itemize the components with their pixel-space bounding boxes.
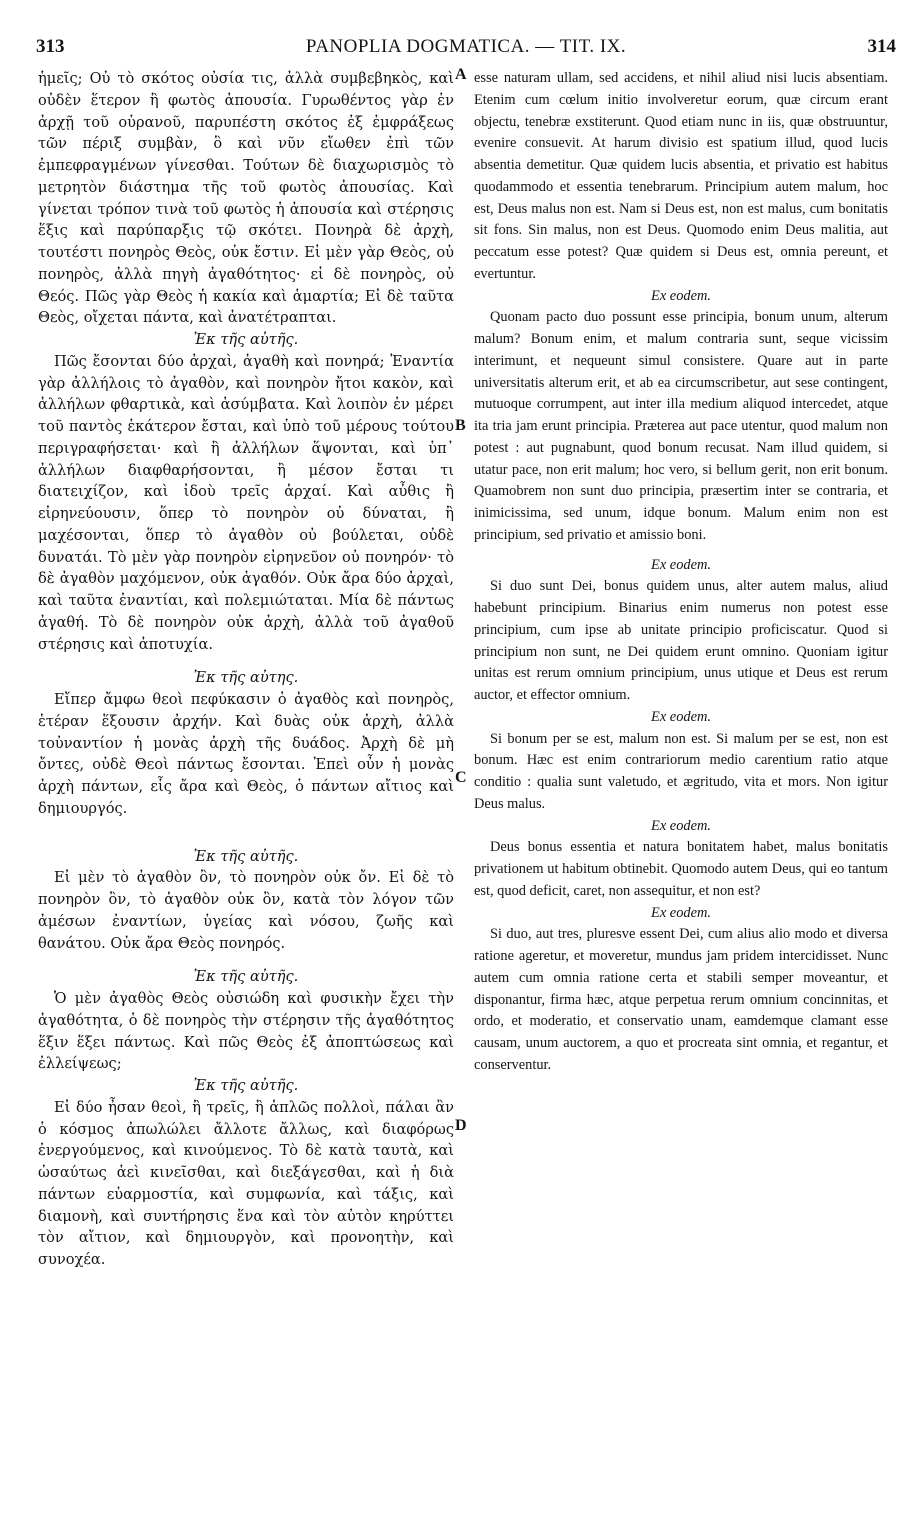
latin-section-heading: Ex eodem. [651, 287, 711, 304]
latin-paragraph: Quonam pacto duo possunt esse principia, bonum unum, alterum malum? Bonum enim, et malum contraria sunt, seque vicissim interimunt, et nequeunt simul consistere. Quare aut in parte universitatis alterum erit, et ab ea circumscribetur, aut sese contingent, mutuoque corrumpent, aut inter illa medium aliquod intercedet, atque ita tria jam erunt principia. Præterea aut pace utentur, quod malum non potest : aut pugnabunt, quod bonum recusat. Nam illud quidem, si utatur pace, non erit malum; hoc vero, si bellum gerit, non erit bonum. Quamobrem non sunt duo principia, præsertim inter se contraria, et inimicissima, sed unum, idque bonum. Malum enim non est principium, sed privatio et amissio boni. [474, 309, 888, 543]
greek-section-heading: Ἐκ τῆς αὐτῆς. [193, 331, 299, 348]
greek-paragraph: Εἰ μὲν τὸ ἀγαθὸν ὂν, τὸ πονηρὸν οὐκ ὄν. Εἰ δὲ τὸ πονηρὸν ὂν, τὸ ἀγαθὸν οὐκ ὂν, κατὰ τὸν λόγον τῶν ἀμέσων ἐναντίων, ὑγείας καὶ νόσου, ζωῆς καὶ θανάτου. Οὐκ ἄρα Θεὸς πονηρός. [38, 869, 454, 952]
greek-paragraph: Πῶς ἔσονται δύο ἀρχαὶ, ἀγαθὴ καὶ πονηρά; Ἐναντία γὰρ ἀλλήλοις τὸ ἀγαθὸν, καὶ πονηρὸν ἤτοι κακὸν, καὶ ἀλλήλων φθαρτικὰ, καὶ ἀσύμβατα. Καὶ λοιπὸν ἐν μέρει τοῦ παντὸς ἑκάτερον ἔσται, καὶ ὑπὸ τοῦ μέρους τούτου περιγραφήσεται· καὶ ἢ ἀλλήλων ἅψονται, καὶ ὑπ᾽ ἀλλήλων διαφθαρήσονται, ἢ μέσον ἔσται τι διατειχίζον, καὶ ἰδοὺ τρεῖς ἀρχαί. Καὶ αὖθις ἢ εἰρηνεύουσιν, ὅπερ τὸ πονηρὸν οὐ δύναται, ἢ μαχέσονται, ὅπερ τὸ ἀγαθὸν οὐ βούλεται, οὐδὲ δυνατάι. Τὸ μὲν γὰρ πονηρὸν εἰρηνεῦον οὐ πονηρόν· τὸ δὲ ἀγαθὸν μαχόμενον, οὐκ ἀγαθόν. Οὐκ ἄρα δύο ἀρχαὶ, καὶ ταῦτα ἐναντίαι, καὶ πολεμιώταται. Μία δὲ πάντως ἀγαθή. Τὸ δὲ πονηρὸν οὐκ ἀρχὴ, ἀλλὰ τοῦ ἀγαθοῦ στέρησις καὶ ἀποτυχία. [38, 352, 454, 653]
running-title: PANOPLIA DOGMATICA. — TIT. IX. [305, 36, 627, 57]
margin-marker-b: B [455, 417, 466, 434]
greek-column [38, 68, 454, 1271]
latin-paragraph: esse naturam ullam, sed accidens, et nihil aliud nisi lucis absentiam. Etenim cum cœlum initio involveretur eorum, quæ circum erant objectu, tenebræ exstiterunt. Quod etiam nunc in iis, quæ obstruuntur, evenire consuevit. At harum divisio est spatium illud, quod lucis absentia demetitur. Quæ quidem lucis absentia, et privatio est habitus quodammodo et essentia tenebrarum. Principium autem malum, hoc est, Deus malus non est. Nam si Deus est, non est malus, cum bonitatis sit fons. Sin malus, non est Deus. Quomodo enim Deus malitia, aut peccatum esse potest? Quæ quidem si Deus est, omnia pereunt, et evertuntur. [474, 70, 888, 282]
latin-section-heading: Ex eodem. [651, 904, 711, 921]
latin-paragraph: Si bonum per se est, malum non est. Si malum per se est, non est bonum. Hæc est enim contrariorum medio carentium ratio atque conditio : qualia sunt valetudo, et ægritudo, vita et mors. Non igitur Deus malus. [474, 730, 888, 812]
greek-section-heading: Ἐκ τῆς αὐτῆς. [193, 968, 299, 986]
latin-section-heading: Ex eodem. [651, 817, 711, 834]
page-number-left: 313 [36, 36, 65, 57]
latin-paragraph: Si duo, aut tres, pluresve essent Dei, cum alius alio modo et diversa ratione ageretur, et moveretur, mundus jam pridem intercidisset. Nunc autem cum omnia ratione certa et stabili semper moveantur, et disponantur, firma hæc, atque perpetua rerum omnium concinnitas, et ordo, et moderatio, et conservatio unam, eamdemque clamant esse causam, unum auctorem, a quo et procreata sint omnia, et regantur, et conserventur. [474, 926, 888, 1073]
page-header [36, 36, 896, 60]
latin-paragraph: Deus bonus essentia et natura bonitatem habet, malus bonitatis privationem ut habitum obtinebit. Quomodo autem Deus, qui eo tantum est, quod deficit, caret, non assequitur, et non est? [474, 839, 888, 899]
latin-section-heading: Ex eodem. [651, 556, 711, 573]
margin-marker-d: D [455, 1117, 467, 1134]
greek-paragraph: ἡμεῖς; Οὐ τὸ σκότος οὐσία τις, ἀλλὰ συμβεβηκὸς, καὶ οὐδὲν ἕτερον ἢ φωτὸς ἀπουσία. Γυρωθέντος γὰρ ἐν ἀρχῇ τοῦ οὐρανοῦ, παρυπέστη σκότος ἐξ ἐμφράξεως τῶν πέριξ συμβὰν, ὃ καὶ νῦν εἴωθεν ἐπὶ τῶν ἐμπεφραγμένων γίνεσθαι. Τούτων δὲ διαχωρισμὸς τὸ μετρητὸν διάστημα τῆς τοῦ φωτὸς ἀπουσίας. Καὶ γίνεται τρόπον τινὰ τοῦ φωτὸς ἡ ἀπουσία καὶ στέρησις ἕξις καὶ παρύπαρξις τῷ σκότει. Πονηρὰ δὲ ἀρχὴ, τουτέστι πονηρὸς Θεὸς, οὐκ ἔστιν. Εἰ μὲν γὰρ Θεὸς, οὐ πονηρὸς, ἀλλὰ πηγὴ ἀγαθότητος· εἰ δὲ πονηρὸς, οὐ Θεός. Πῶς γὰρ Θεὸς ἡ κακία καὶ ἁμαρτία; Εἰ δὲ ταῦτα Θεὸς, οἴχεται πάντα, καὶ ἀνατέτραπται. [38, 70, 454, 327]
page-number-right: 314 [867, 36, 896, 57]
margin-marker-a: A [455, 66, 467, 83]
greek-paragraph: Ὁ μὲν ἀγαθὸς Θεὸς οὐσιώδη καὶ φυσικὴν ἔχει τὴν ἀγαθότητα, ὁ δὲ πονηρὸς τὴν στέρησιν τῆς ἀγαθότητος ἕξιν ἕξει πάντως. Καὶ πῶς Θεὸς ἐξ ἀποπτώσεως καὶ ἐλλείψεως; [38, 990, 454, 1073]
latin-section-heading: Ex eodem. [651, 708, 711, 725]
greek-section-heading: Ἐκ τῆς αὐτῆς. [193, 847, 299, 865]
greek-paragraph: Εἰ δύο ἦσαν θεοὶ, ἢ τρεῖς, ἢ ἁπλῶς πολλοὶ, πάλαι ἂν ὁ κόσμος ἀπωλώλει ἄλλοτε ἄλλως, καὶ διαφόρως ἐνεργούμενος, καὶ κινούμενος. Τὸ δὲ κατὰ ταυτὰ, καὶ ὡσαύτως ἀεὶ κινεῖσθαι, καὶ διεξάγεσθαι, καὶ ἡ διὰ πάντων εὐαρμοστία, καὶ συμφωνία, καὶ τάξις, καὶ διαμονὴ, καὶ συντήρησις ἕνα καὶ τὸν αὐτὸν κηρύττει τὸν αἴτιον, καὶ δημιουργὸν, καὶ προνοητὴν, καὶ συνοχέα. [38, 1098, 454, 1268]
margin-marker-c: C [455, 769, 467, 786]
latin-column [474, 68, 888, 1077]
greek-paragraph: Εἴπερ ἄμφω θεοὶ πεφύκασιν ὁ ἀγαθὸς καὶ πονηρὸς, ἑτέραν ἕξουσιν ἀρχήν. Καὶ δυὰς οὐκ ἀρχὴ, ἀλλὰ τοὐναντίον ἡ μονὰς ἀρχὴ τῆς δυάδος. Ἀρχὴ δὲ μὴ ὄντες, οὐδὲ Θεοὶ πάντως ἔσονται. Ἐπεὶ οὖν ἡ μονὰς ἀρχὴ πάντων, εἷς ἄρα καὶ Θεὸς, ὁ πάντων αἴτιος καὶ δημιουργός. [38, 691, 454, 817]
latin-paragraph: Si duo sunt Dei, bonus quidem unus, alter autem malus, aliud habebunt principium. Binarius enim numerus non potest esse principium, cum ipse ab unitate principio proficiscatur. Quod si principium non sunt, ne Dei quidem erunt omnino. Quoniam igitur unitas est rerum omnium principium, unus utique et Deus est rerum auctor, et effector omnium. [474, 578, 888, 703]
greek-section-heading: Ἐκ τῆς αὐτης. [193, 669, 299, 687]
greek-section-heading: Ἐκ τῆς αὐτῆς. [193, 1077, 299, 1094]
